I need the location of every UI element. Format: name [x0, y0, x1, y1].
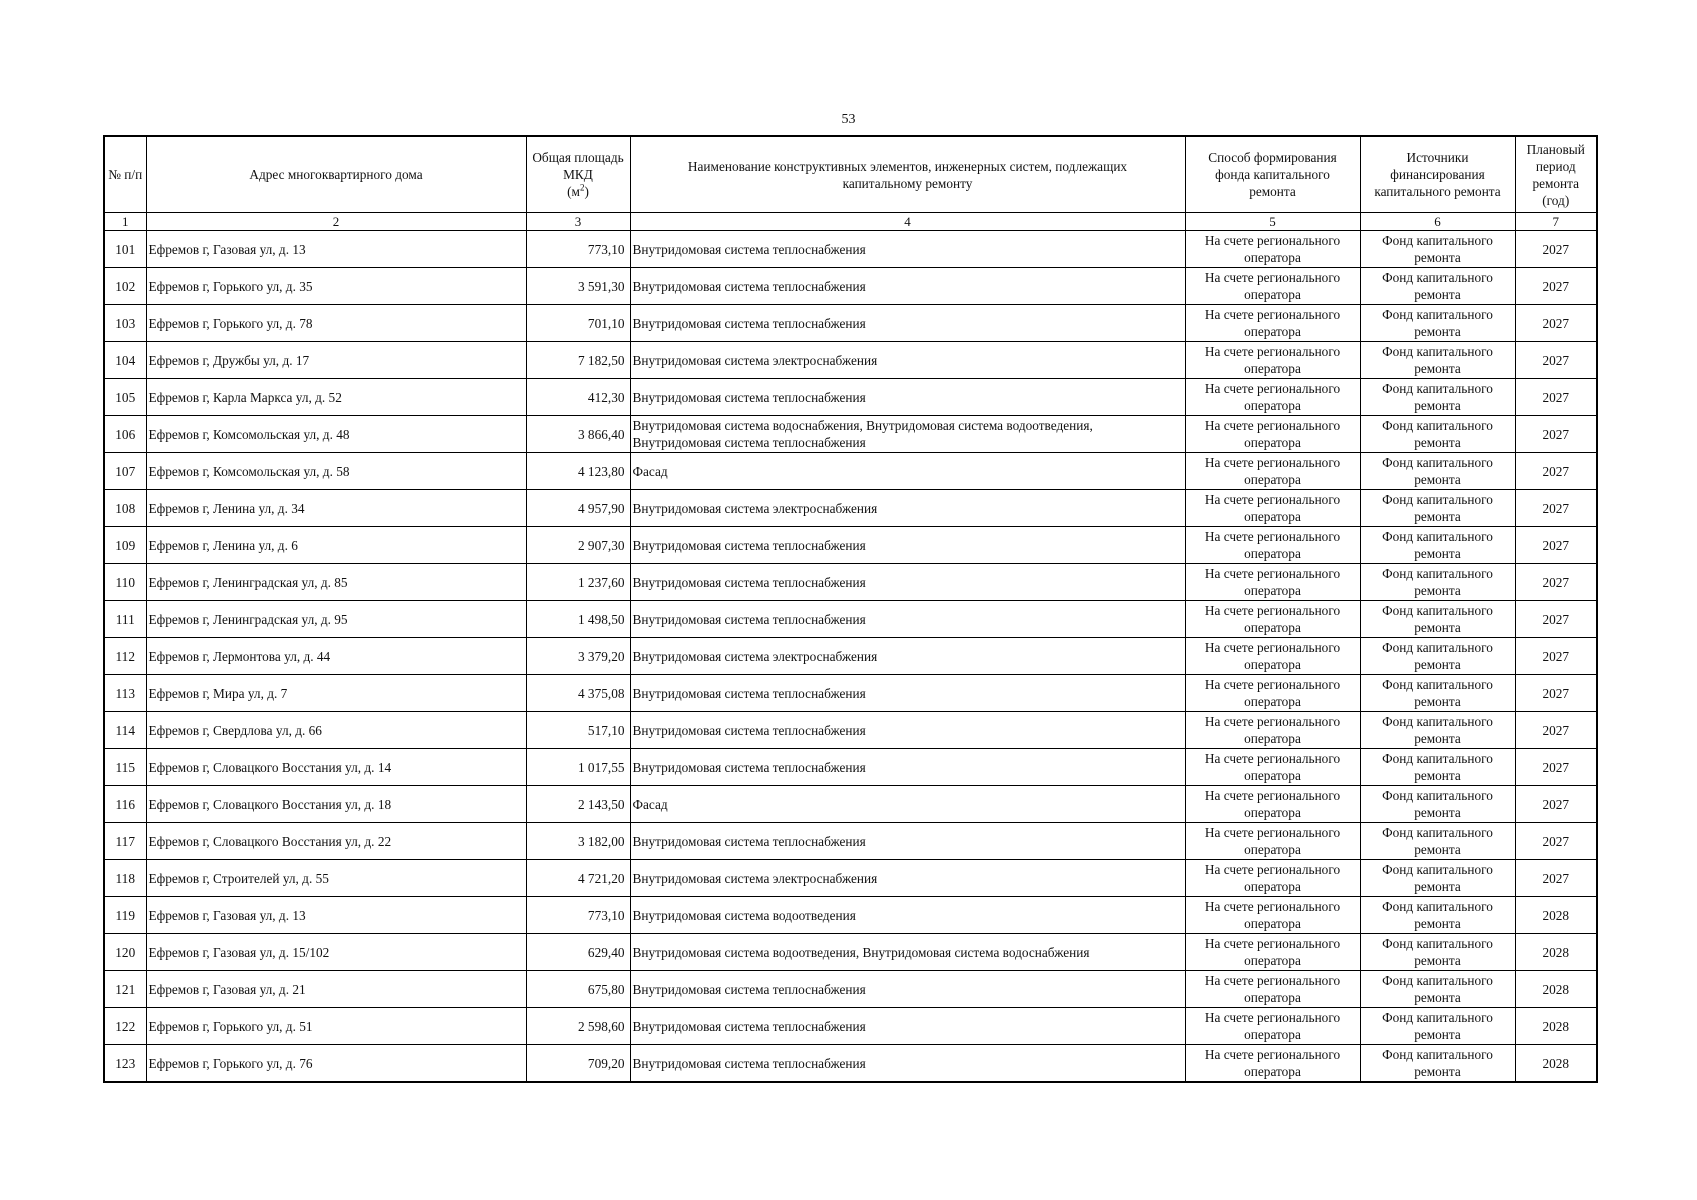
header-source: Источники финансирования капитального ремонта	[1360, 136, 1515, 213]
table-row	[104, 897, 1597, 934]
elements-cell: Внутридомовая система теплоснабжения	[630, 268, 1185, 305]
elements-cell: Внутридомовая система теплоснабжения	[630, 527, 1185, 564]
address-cell: Ефремов г, Свердлова ул, д. 66	[146, 712, 526, 749]
period-cell: 2027	[1515, 749, 1597, 786]
row-number-cell: 109	[104, 527, 146, 564]
address-cell: Ефремов г, Комсомольская ул, д. 58	[146, 453, 526, 490]
funding-source-cell: Фонд капитального ремонта	[1360, 379, 1515, 416]
address-cell: Ефремов г, Словацкого Восстания ул, д. 22	[146, 823, 526, 860]
address-cell: Ефремов г, Газовая ул, д. 13	[146, 897, 526, 934]
period-cell: 2027	[1515, 379, 1597, 416]
area-cell: 3 379,20	[526, 638, 630, 675]
elements-cell: Внутридомовая система электроснабжения	[630, 860, 1185, 897]
table-row	[104, 823, 1597, 860]
period-cell: 2027	[1515, 601, 1597, 638]
funding-source-cell: Фонд капитального ремонта	[1360, 342, 1515, 379]
row-number-cell: 121	[104, 971, 146, 1008]
address-cell: Ефремов г, Мира ул, д. 7	[146, 675, 526, 712]
fund-method-cell: На счете регионального оператора	[1185, 971, 1360, 1008]
funding-source-cell: Фонд капитального ремонта	[1360, 638, 1515, 675]
funding-source-cell: Фонд капитального ремонта	[1360, 453, 1515, 490]
fund-method-cell: На счете регионального оператора	[1185, 416, 1360, 453]
elements-cell: Внутридомовая система электроснабжения	[630, 638, 1185, 675]
area-cell: 4 721,20	[526, 860, 630, 897]
period-cell: 2027	[1515, 786, 1597, 823]
funding-source-cell: Фонд капитального ремонта	[1360, 268, 1515, 305]
area-cell: 1 237,60	[526, 564, 630, 601]
period-cell: 2027	[1515, 823, 1597, 860]
header-area-label: Общая площадь МКД	[532, 150, 624, 182]
elements-cell: Внутридомовая система водоснабжения, Внутридомовая система водоотведения, Внутридомовая система теплоснабжения	[630, 416, 1185, 453]
row-number-cell: 103	[104, 305, 146, 342]
table-row	[104, 1008, 1597, 1045]
table-row	[104, 675, 1597, 712]
area-cell: 4 957,90	[526, 490, 630, 527]
fund-method-cell: На счете регионального оператора	[1185, 268, 1360, 305]
fund-method-cell: На счете регионального оператора	[1185, 712, 1360, 749]
funding-source-cell: Фонд капитального ремонта	[1360, 971, 1515, 1008]
address-cell: Ефремов г, Карла Маркса ул, д. 52	[146, 379, 526, 416]
table-row	[104, 749, 1597, 786]
table-row	[104, 268, 1597, 305]
elements-cell: Внутридомовая система теплоснабжения	[630, 971, 1185, 1008]
elements-cell: Внутридомовая система теплоснабжения	[630, 712, 1185, 749]
column-number: 6	[1360, 213, 1515, 231]
row-number-cell: 117	[104, 823, 146, 860]
header-area-unit-pre: (м	[567, 184, 580, 199]
period-cell: 2027	[1515, 453, 1597, 490]
elements-cell: Внутридомовая система теплоснабжения	[630, 823, 1185, 860]
area-cell: 1 498,50	[526, 601, 630, 638]
fund-method-cell: На счете регионального оператора	[1185, 638, 1360, 675]
area-cell: 1 017,55	[526, 749, 630, 786]
header-method: Способ формирования фонда капитального ремонта	[1185, 136, 1360, 213]
period-cell: 2027	[1515, 860, 1597, 897]
row-number-cell: 105	[104, 379, 146, 416]
area-cell: 3 591,30	[526, 268, 630, 305]
header-elements: Наименование конструктивных элементов, инженерных систем, подлежащих капитальному ремонту	[630, 136, 1185, 213]
page-number: 53	[841, 112, 856, 127]
table-row	[104, 342, 1597, 379]
funding-source-cell: Фонд капитального ремонта	[1360, 527, 1515, 564]
row-number-cell: 112	[104, 638, 146, 675]
fund-method-cell: На счете регионального оператора	[1185, 342, 1360, 379]
address-cell: Ефремов г, Строителей ул, д. 55	[146, 860, 526, 897]
area-cell: 4 375,08	[526, 675, 630, 712]
funding-source-cell: Фонд капитального ремонта	[1360, 712, 1515, 749]
period-cell: 2027	[1515, 342, 1597, 379]
table-row	[104, 601, 1597, 638]
period-cell: 2027	[1515, 638, 1597, 675]
address-cell: Ефремов г, Ленина ул, д. 6	[146, 527, 526, 564]
area-cell: 7 182,50	[526, 342, 630, 379]
period-cell: 2027	[1515, 564, 1597, 601]
fund-method-cell: На счете регионального оператора	[1185, 786, 1360, 823]
elements-cell: Внутридомовая система теплоснабжения	[630, 305, 1185, 342]
column-number: 4	[630, 213, 1185, 231]
fund-method-cell: На счете регионального оператора	[1185, 305, 1360, 342]
funding-source-cell: Фонд капитального ремонта	[1360, 749, 1515, 786]
table-row	[104, 934, 1597, 971]
elements-cell: Внутридомовая система теплоснабжения	[630, 379, 1185, 416]
period-cell: 2027	[1515, 268, 1597, 305]
fund-method-cell: На счете регионального оператора	[1185, 1045, 1360, 1083]
row-number-cell: 104	[104, 342, 146, 379]
area-cell: 2 598,60	[526, 1008, 630, 1045]
funding-source-cell: Фонд капитального ремонта	[1360, 675, 1515, 712]
fund-method-cell: На счете регионального оператора	[1185, 897, 1360, 934]
elements-cell: Внутридомовая система теплоснабжения	[630, 675, 1185, 712]
address-cell: Ефремов г, Комсомольская ул, д. 48	[146, 416, 526, 453]
funding-source-cell: Фонд капитального ремонта	[1360, 823, 1515, 860]
row-number-cell: 114	[104, 712, 146, 749]
period-cell: 2028	[1515, 1008, 1597, 1045]
header-area-unit-sup: 2	[579, 182, 585, 193]
area-cell: 773,10	[526, 231, 630, 268]
row-number-cell: 122	[104, 1008, 146, 1045]
address-cell: Ефремов г, Словацкого Восстания ул, д. 18	[146, 786, 526, 823]
period-cell: 2027	[1515, 416, 1597, 453]
period-cell: 2028	[1515, 934, 1597, 971]
fund-method-cell: На счете регионального оператора	[1185, 527, 1360, 564]
row-number-cell: 113	[104, 675, 146, 712]
fund-method-cell: На счете регионального оператора	[1185, 749, 1360, 786]
address-cell: Ефремов г, Лермонтова ул, д. 44	[146, 638, 526, 675]
column-number: 3	[526, 213, 630, 231]
elements-cell: Внутридомовая система теплоснабжения	[630, 1008, 1185, 1045]
area-cell: 3 182,00	[526, 823, 630, 860]
fund-method-cell: На счете регионального оператора	[1185, 601, 1360, 638]
table-row	[104, 379, 1597, 416]
address-cell: Ефремов г, Ленинградская ул, д. 85	[146, 564, 526, 601]
area-cell: 629,40	[526, 934, 630, 971]
table-row	[104, 453, 1597, 490]
elements-cell: Внутридомовая система электроснабжения	[630, 490, 1185, 527]
area-cell: 701,10	[526, 305, 630, 342]
area-cell: 2 143,50	[526, 786, 630, 823]
period-cell: 2027	[1515, 527, 1597, 564]
elements-cell: Внутридомовая система теплоснабжения	[630, 231, 1185, 268]
area-cell: 773,10	[526, 897, 630, 934]
table-row	[104, 305, 1597, 342]
fund-method-cell: На счете регионального оператора	[1185, 823, 1360, 860]
column-number-row	[104, 213, 1597, 231]
funding-source-cell: Фонд капитального ремонта	[1360, 305, 1515, 342]
table-row	[104, 416, 1597, 453]
area-cell: 517,10	[526, 712, 630, 749]
row-number-cell: 115	[104, 749, 146, 786]
funding-source-cell: Фонд капитального ремонта	[1360, 416, 1515, 453]
funding-source-cell: Фонд капитального ремонта	[1360, 601, 1515, 638]
period-cell: 2027	[1515, 675, 1597, 712]
table-row	[104, 527, 1597, 564]
row-number-cell: 111	[104, 601, 146, 638]
header-num: № п/п	[104, 136, 146, 213]
fund-method-cell: На счете регионального оператора	[1185, 675, 1360, 712]
address-cell: Ефремов г, Газовая ул, д. 13	[146, 231, 526, 268]
fund-method-cell: На счете регионального оператора	[1185, 1008, 1360, 1045]
fund-method-cell: На счете регионального оператора	[1185, 379, 1360, 416]
column-number: 1	[104, 213, 146, 231]
row-number-cell: 118	[104, 860, 146, 897]
table-row	[104, 860, 1597, 897]
funding-source-cell: Фонд капитального ремонта	[1360, 786, 1515, 823]
column-number: 7	[1515, 213, 1597, 231]
period-cell: 2028	[1515, 897, 1597, 934]
area-cell: 709,20	[526, 1045, 630, 1083]
fund-method-cell: На счете регионального оператора	[1185, 231, 1360, 268]
repair-plan-table	[103, 135, 1598, 1083]
table-row	[104, 490, 1597, 527]
funding-source-cell: Фонд капитального ремонта	[1360, 231, 1515, 268]
address-cell: Ефремов г, Газовая ул, д. 21	[146, 971, 526, 1008]
address-cell: Ефремов г, Горького ул, д. 35	[146, 268, 526, 305]
funding-source-cell: Фонд капитального ремонта	[1360, 860, 1515, 897]
table-row	[104, 712, 1597, 749]
column-number: 2	[146, 213, 526, 231]
elements-cell: Внутридомовая система водоотведения	[630, 897, 1185, 934]
funding-source-cell: Фонд капитального ремонта	[1360, 934, 1515, 971]
column-number: 5	[1185, 213, 1360, 231]
address-cell: Ефремов г, Ленинградская ул, д. 95	[146, 601, 526, 638]
address-cell: Ефремов г, Ленина ул, д. 34	[146, 490, 526, 527]
row-number-cell: 116	[104, 786, 146, 823]
area-cell: 4 123,80	[526, 453, 630, 490]
header-area-unit-post: )	[584, 184, 589, 199]
row-number-cell: 102	[104, 268, 146, 305]
header-address: Адрес многоквартирного дома	[146, 136, 526, 213]
header-area	[526, 136, 630, 213]
table-row	[104, 638, 1597, 675]
funding-source-cell: Фонд капитального ремонта	[1360, 1008, 1515, 1045]
table-row	[104, 564, 1597, 601]
row-number-cell: 108	[104, 490, 146, 527]
address-cell: Ефремов г, Горького ул, д. 78	[146, 305, 526, 342]
elements-cell: Внутридомовая система водоотведения, Внутридомовая система водоснабжения	[630, 934, 1185, 971]
address-cell: Ефремов г, Газовая ул, д. 15/102	[146, 934, 526, 971]
row-number-cell: 119	[104, 897, 146, 934]
table-row	[104, 231, 1597, 268]
elements-cell: Внутридомовая система теплоснабжения	[630, 1045, 1185, 1083]
period-cell: 2028	[1515, 1045, 1597, 1083]
period-cell: 2027	[1515, 305, 1597, 342]
elements-cell: Внутридомовая система электроснабжения	[630, 342, 1185, 379]
row-number-cell: 101	[104, 231, 146, 268]
area-cell: 3 866,40	[526, 416, 630, 453]
row-number-cell: 123	[104, 1045, 146, 1083]
funding-source-cell: Фонд капитального ремонта	[1360, 897, 1515, 934]
period-cell: 2028	[1515, 971, 1597, 1008]
fund-method-cell: На счете регионального оператора	[1185, 860, 1360, 897]
header-period: Плановый период ремонта (год)	[1515, 136, 1597, 213]
period-cell: 2027	[1515, 490, 1597, 527]
elements-cell: Фасад	[630, 453, 1185, 490]
address-cell: Ефремов г, Горького ул, д. 51	[146, 1008, 526, 1045]
elements-cell: Внутридомовая система теплоснабжения	[630, 601, 1185, 638]
period-cell: 2027	[1515, 231, 1597, 268]
fund-method-cell: На счете регионального оператора	[1185, 490, 1360, 527]
table-row	[104, 786, 1597, 823]
address-cell: Ефремов г, Горького ул, д. 76	[146, 1045, 526, 1083]
row-number-cell: 110	[104, 564, 146, 601]
area-cell: 412,30	[526, 379, 630, 416]
table-row	[104, 971, 1597, 1008]
area-cell: 2 907,30	[526, 527, 630, 564]
row-number-cell: 120	[104, 934, 146, 971]
fund-method-cell: На счете регионального оператора	[1185, 564, 1360, 601]
address-cell: Ефремов г, Словацкого Восстания ул, д. 14	[146, 749, 526, 786]
funding-source-cell: Фонд капитального ремонта	[1360, 490, 1515, 527]
fund-method-cell: На счете регионального оператора	[1185, 453, 1360, 490]
area-cell: 675,80	[526, 971, 630, 1008]
table-row	[104, 1045, 1597, 1083]
row-number-cell: 106	[104, 416, 146, 453]
funding-source-cell: Фонд капитального ремонта	[1360, 1045, 1515, 1083]
elements-cell: Внутридомовая система теплоснабжения	[630, 564, 1185, 601]
fund-method-cell: На счете регионального оператора	[1185, 934, 1360, 971]
elements-cell: Фасад	[630, 786, 1185, 823]
funding-source-cell: Фонд капитального ремонта	[1360, 564, 1515, 601]
elements-cell: Внутридомовая система теплоснабжения	[630, 749, 1185, 786]
address-cell: Ефремов г, Дружбы ул, д. 17	[146, 342, 526, 379]
header-row	[104, 136, 1597, 213]
row-number-cell: 107	[104, 453, 146, 490]
period-cell: 2027	[1515, 712, 1597, 749]
